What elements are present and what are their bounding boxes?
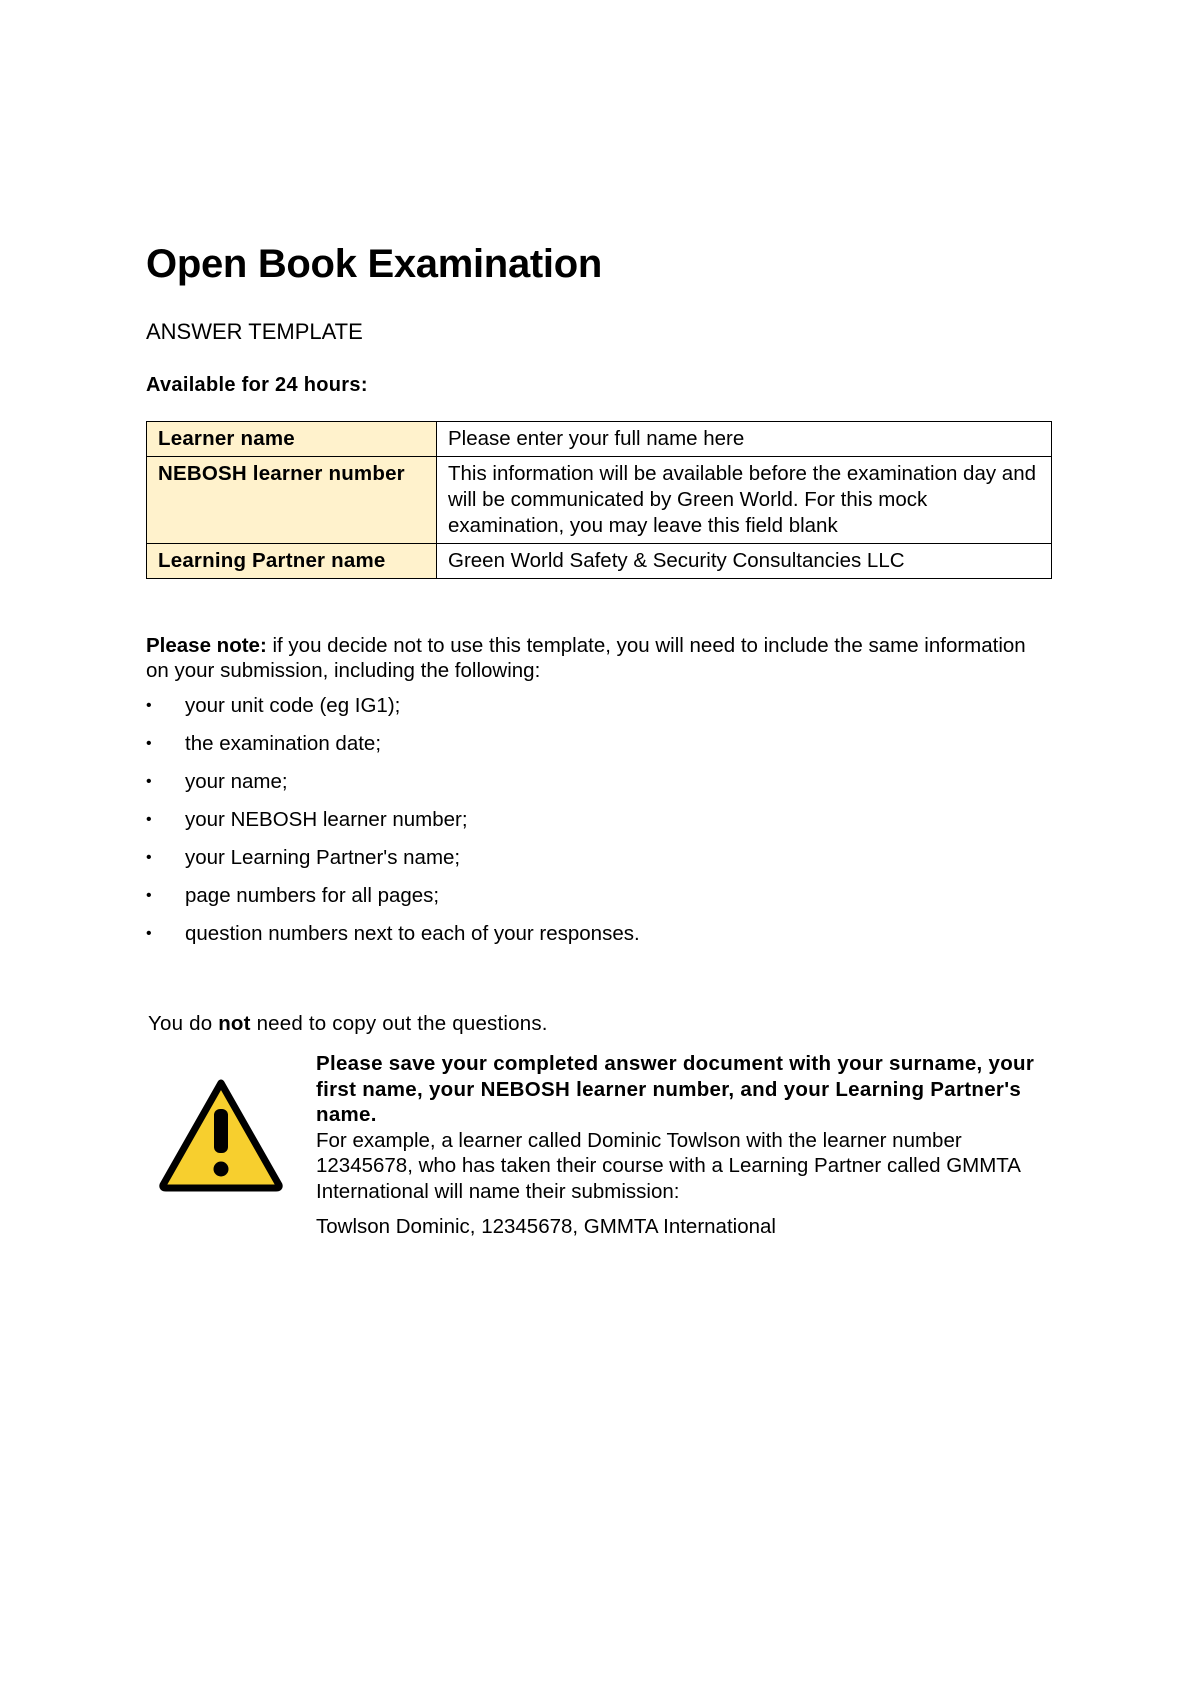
bullet-icon: • [146, 811, 152, 828]
please-note-text: if you decide not to use this template, you will need to include the same information on your submission, including the following: [146, 634, 1026, 682]
learner-number-value[interactable]: This information will be available before the examination day and will be communicated by Green World. For this mock examination, you may leave this field blank [437, 457, 1052, 544]
bullet-icon: • [146, 887, 152, 904]
please-note-paragraph [146, 633, 1052, 683]
document-title: Open Book Examination [146, 242, 602, 286]
copy-note-emphasis: not [218, 1012, 251, 1035]
learning-partner-value[interactable]: Green World Safety & Security Consultancies LLC [437, 544, 1052, 579]
bullet-icon: • [146, 697, 152, 714]
list-item [146, 693, 1052, 719]
list-item [146, 883, 1052, 909]
list-item-text: page numbers for all pages; [185, 884, 440, 907]
list-item-text: your name; [185, 770, 288, 793]
learner-info-table [146, 421, 1052, 579]
list-item-text: your unit code (eg IG1); [185, 694, 401, 717]
bullet-icon: • [146, 735, 152, 752]
save-instructions-example: For example, a learner called Dominic Towlson with the learner number 12345678, who has taken their course with a Learning Partner called GMMTA International will name their submission: [316, 1128, 1020, 1203]
table-row [147, 457, 1052, 544]
document-subtitle: ANSWER TEMPLATE [146, 319, 363, 344]
requirements-list [146, 693, 1052, 947]
please-note-lead: Please note: [146, 634, 267, 657]
bullet-icon: • [146, 849, 152, 866]
copy-note-after: need to copy out the questions. [250, 1012, 548, 1035]
list-item [146, 731, 1052, 757]
document-page [146, 238, 1052, 1251]
learner-name-value[interactable]: Please enter your full name here [437, 422, 1052, 457]
list-item [146, 769, 1052, 795]
list-item-text: your Learning Partner's name; [185, 846, 461, 869]
list-item [146, 921, 1052, 947]
table-row [147, 544, 1052, 579]
table-row [147, 422, 1052, 457]
learning-partner-label: Learning Partner name [147, 544, 437, 579]
list-item-text: the examination date; [185, 732, 382, 755]
learner-number-label: NEBOSH learner number [147, 457, 437, 544]
availability-text: Available for 24 hours: [146, 374, 368, 396]
warning-triangle-icon [158, 1077, 284, 1193]
learner-name-label: Learner name [147, 422, 437, 457]
copy-note-before: You do [148, 1012, 219, 1035]
bullet-icon: • [146, 925, 152, 942]
list-item [146, 845, 1052, 871]
save-instructions-heading: Please save your completed answer document with your surname, your first name, your NEBOSH learner number, and your Learning Partner's name. [316, 1052, 1035, 1126]
save-instructions-text [316, 1051, 1052, 1240]
copy-questions-note [148, 1011, 1052, 1037]
example-filename: Towlson Dominic, 12345678, GMMTA International [316, 1215, 776, 1238]
list-item-text: question numbers next to each of your responses. [185, 922, 640, 945]
save-instructions-block [146, 1051, 1052, 1251]
bullet-icon: • [146, 773, 152, 790]
list-item-text: your NEBOSH learner number; [185, 808, 468, 831]
list-item [146, 807, 1052, 833]
